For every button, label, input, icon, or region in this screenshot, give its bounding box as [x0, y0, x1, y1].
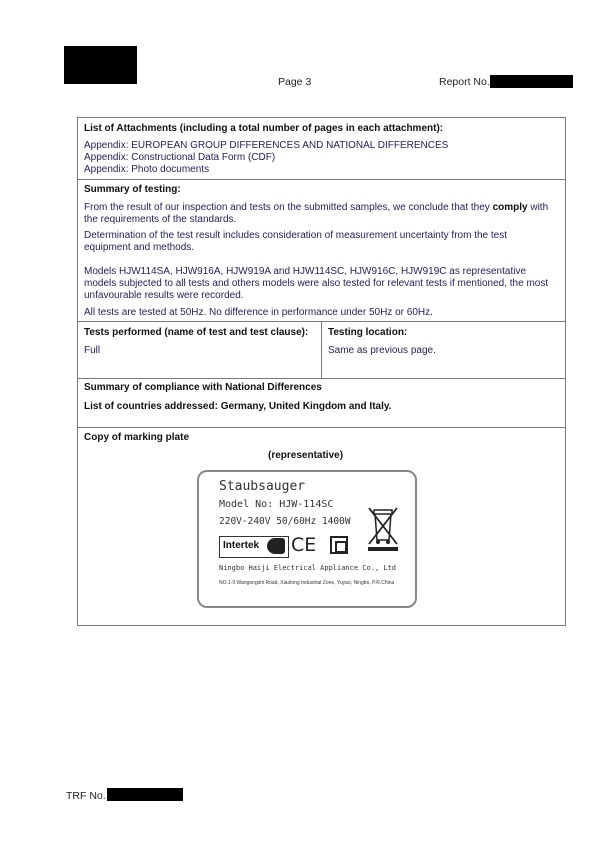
redacted-logo: [64, 46, 137, 84]
marking-plate-title: Copy of marking plate: [84, 432, 190, 443]
summary-para1-text: From the result of our inspection and tests on the submitted samples, we conclude that they: [84, 202, 493, 213]
trf-number-label: TRF No.: [66, 790, 106, 802]
report-table: [77, 117, 566, 626]
plate-rating: 220V-240V 50/60Hz 1400W: [219, 516, 351, 527]
plate-company: Ningbo Haiji Electrical Appliance Co., Ltd: [219, 564, 397, 572]
attachment-item: Appendix: Photo documents: [84, 164, 210, 175]
intertek-brand: Intertek: [223, 540, 260, 551]
plate-product-name: Staubsauger: [219, 479, 306, 494]
summary-para3-line1: Models HJW114SA, HJW916A, HJW919A and HJW114SC, HJW916C, HJW919C as representative: [84, 266, 527, 277]
summary-title: Summary of testing:: [84, 184, 181, 195]
tests-performed-value: Full: [84, 345, 101, 356]
summary-para1: [84, 202, 548, 214]
summary-para2-line1: Determination of the test result includes consideration of measurement uncertainty from the test: [84, 230, 507, 241]
summary-para4: All tests are tested at 50Hz. No difference in performance under 50Hz or 60Hz.: [84, 307, 433, 318]
attachments-title: List of Attachments (including a total number of pages in each attachment):: [84, 123, 444, 134]
tests-performed-title: Tests performed (name of test and test clause):: [84, 327, 309, 338]
weee-bin-icon: [365, 504, 401, 552]
report-number-label: Report No.: [439, 76, 490, 88]
redacted-report-number: [490, 75, 573, 88]
tests-section: [78, 322, 565, 379]
summary-para2-line2: equipment and methods.: [84, 242, 195, 253]
column-divider: [321, 322, 322, 378]
plate-address: NO.1-9 Wangongshi Road, Xiaolong Industrial Zone, Yuyao, Ningbo, P.R.China: [219, 580, 395, 586]
summary-para3-line3: unfavourable results were recorded.: [84, 290, 244, 301]
comply-word: comply: [492, 202, 528, 213]
summary-para1-line2: the requirements of the standards.: [84, 214, 237, 225]
summary-section: [78, 180, 565, 322]
national-differences-title: Summary of compliance with National Differences: [84, 382, 322, 393]
page-number: Page 3: [278, 76, 312, 88]
redacted-trf-number: [107, 788, 183, 801]
class-ii-icon: [330, 536, 348, 554]
summary-para3-line2: models subjected to all tests and others models were also tested for relevant tests if mentioned, the most: [84, 278, 549, 289]
attachment-item: Appendix: EUROPEAN GROUP DIFFERENCES AND NATIONAL DIFFERENCES: [84, 140, 449, 151]
summary-para1-tail: with: [527, 202, 549, 213]
gs-mark-icon: [267, 538, 285, 554]
national-differences-section: [78, 379, 565, 428]
testing-location-value: Same as previous page.: [328, 345, 436, 356]
intertek-gs-logo: [219, 536, 289, 558]
attachments-section: [78, 118, 565, 180]
ce-mark-icon: CE: [291, 534, 317, 556]
marking-plate-image: [197, 470, 417, 608]
attachment-item: Appendix: Constructional Data Form (CDF): [84, 152, 276, 163]
testing-location-title: Testing location:: [328, 327, 408, 338]
marking-plate-caption: (representative): [268, 450, 344, 461]
countries-list: List of countries addressed: Germany, United Kingdom and Italy.: [84, 401, 392, 412]
plate-model-number: Model No: HJW-114SC: [219, 499, 334, 510]
